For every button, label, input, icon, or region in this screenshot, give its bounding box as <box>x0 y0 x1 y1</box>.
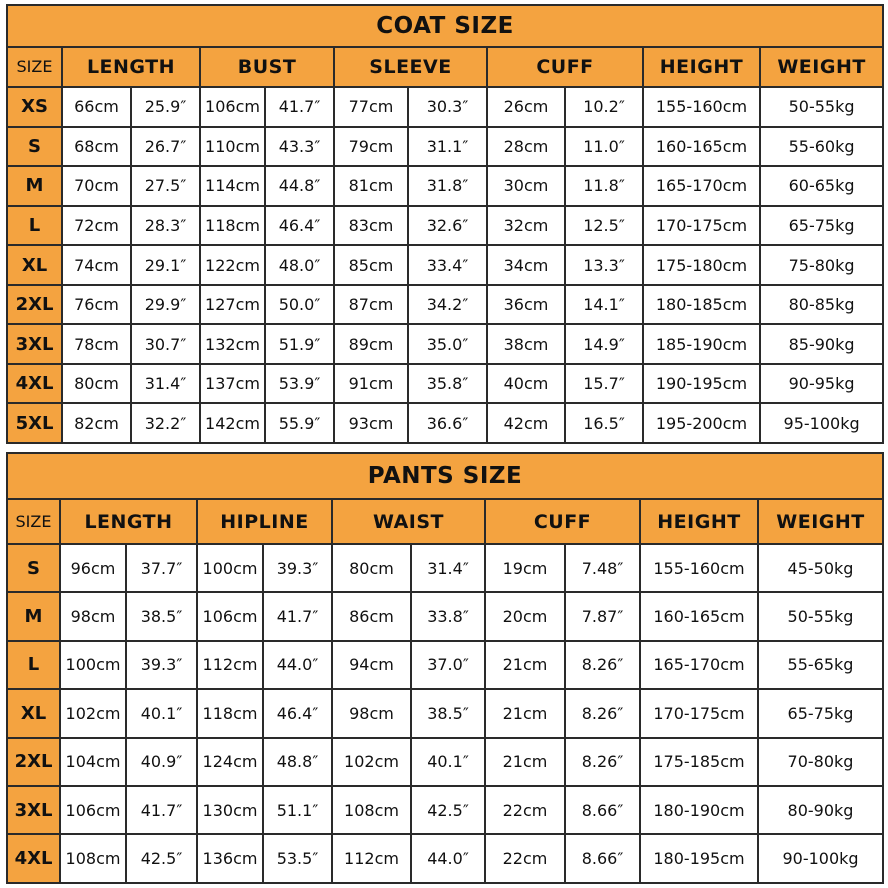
pants-table-cell: 21cm <box>485 738 565 786</box>
coat-size-row <box>7 285 883 325</box>
pants-table-cell: 80cm <box>332 544 411 592</box>
pants-table-cell: 80-90kg <box>758 786 883 834</box>
pants-size-label: 2XL <box>7 738 60 786</box>
coat-size-row <box>7 324 883 364</box>
pants-table-cell: 8.66″ <box>565 786 640 834</box>
pants-table-cell: 33.8″ <box>411 592 485 640</box>
pants-table-cell: 45-50kg <box>758 544 883 592</box>
coat-table-cell: 13.3″ <box>565 245 643 285</box>
coat-header-row <box>7 47 883 88</box>
pants-table-cell: 7.87″ <box>565 592 640 640</box>
coat-size-label: XL <box>7 245 62 285</box>
coat-header-weight: WEIGHT <box>760 47 883 88</box>
coat-size-row <box>7 166 883 206</box>
coat-table-cell: 11.0″ <box>565 127 643 167</box>
coat-table-cell: 89cm <box>334 324 408 364</box>
coat-header-sleeve: SLEEVE <box>334 47 487 88</box>
coat-table-cell: 32cm <box>487 206 565 246</box>
coat-size-row <box>7 206 883 246</box>
pants-table-cell: 8.26″ <box>565 641 640 689</box>
pants-table-cell: 90-100kg <box>758 834 883 883</box>
pants-size-row <box>7 592 883 640</box>
coat-header-size: SIZE <box>7 47 62 88</box>
coat-table-cell: 14.1″ <box>565 285 643 325</box>
coat-table-cell: 70cm <box>62 166 131 206</box>
coat-table-cell: 12.5″ <box>565 206 643 246</box>
coat-table-cell: 122cm <box>200 245 265 285</box>
coat-table-cell: 44.8″ <box>265 166 334 206</box>
coat-table-cell: 38cm <box>487 324 565 364</box>
coat-table-cell: 16.5″ <box>565 403 643 443</box>
pants-table-cell: 50-55kg <box>758 592 883 640</box>
coat-table-cell: 170-175cm <box>643 206 760 246</box>
coat-table-cell: 85cm <box>334 245 408 285</box>
coat-size-row <box>7 127 883 167</box>
coat-size-label: M <box>7 166 62 206</box>
coat-table-cell: 32.2″ <box>131 403 200 443</box>
coat-size-label: S <box>7 127 62 167</box>
pants-table-cell: 155-160cm <box>640 544 758 592</box>
coat-table-cell: 35.0″ <box>408 324 487 364</box>
coat-table-cell: 106cm <box>200 87 265 127</box>
coat-table-cell: 50-55kg <box>760 87 883 127</box>
pants-table-cell: 70-80kg <box>758 738 883 786</box>
coat-size-row <box>7 87 883 127</box>
coat-header-length: LENGTH <box>62 47 200 88</box>
coat-table-cell: 142cm <box>200 403 265 443</box>
coat-header-cuff: CUFF <box>487 47 643 88</box>
pants-table-cell: 170-175cm <box>640 689 758 737</box>
coat-table-cell: 31.4″ <box>131 364 200 404</box>
coat-table-cell: 36.6″ <box>408 403 487 443</box>
pants-table-cell: 94cm <box>332 641 411 689</box>
pants-table-cell: 65-75kg <box>758 689 883 737</box>
pants-table-cell: 98cm <box>60 592 126 640</box>
coat-table-cell: 31.1″ <box>408 127 487 167</box>
coat-table-cell: 31.8″ <box>408 166 487 206</box>
coat-size-row <box>7 403 883 443</box>
pants-size-row <box>7 834 883 883</box>
coat-table-cell: 14.9″ <box>565 324 643 364</box>
coat-table-cell: 79cm <box>334 127 408 167</box>
coat-table-cell: 80-85kg <box>760 285 883 325</box>
pants-table-cell: 100cm <box>197 544 263 592</box>
coat-table-cell: 160-165cm <box>643 127 760 167</box>
coat-table-cell: 81cm <box>334 166 408 206</box>
coat-table-cell: 95-100kg <box>760 403 883 443</box>
coat-table-cell: 32.6″ <box>408 206 487 246</box>
coat-table-cell: 35.8″ <box>408 364 487 404</box>
coat-size-row <box>7 245 883 285</box>
coat-table-cell: 74cm <box>62 245 131 285</box>
coat-table-cell: 114cm <box>200 166 265 206</box>
coat-table-cell: 165-170cm <box>643 166 760 206</box>
pants-table-cell: 180-190cm <box>640 786 758 834</box>
pants-size-table <box>6 452 884 884</box>
pants-table-cell: 39.3″ <box>126 641 197 689</box>
pants-table-cell: 40.1″ <box>411 738 485 786</box>
pants-table-cell: 46.4″ <box>263 689 332 737</box>
pants-header-waist: WAIST <box>332 499 485 543</box>
pants-table-cell: 41.7″ <box>126 786 197 834</box>
coat-size-label: XS <box>7 87 62 127</box>
pants-size-row <box>7 641 883 689</box>
pants-size-label: 3XL <box>7 786 60 834</box>
pants-table-cell: 42.5″ <box>411 786 485 834</box>
coat-size-label: 3XL <box>7 324 62 364</box>
coat-header-bust: BUST <box>200 47 334 88</box>
pants-header-weight: WEIGHT <box>758 499 883 543</box>
pants-table-cell: 48.8″ <box>263 738 332 786</box>
coat-header-height: HEIGHT <box>643 47 760 88</box>
pants-size-row <box>7 544 883 592</box>
pants-table-cell: 136cm <box>197 834 263 883</box>
coat-table-cell: 80cm <box>62 364 131 404</box>
coat-table-cell: 11.8″ <box>565 166 643 206</box>
pants-size-label: L <box>7 641 60 689</box>
coat-table-cell: 195-200cm <box>643 403 760 443</box>
coat-table-cell: 28cm <box>487 127 565 167</box>
pants-table-cell: 21cm <box>485 641 565 689</box>
pants-table-cell: 44.0″ <box>411 834 485 883</box>
coat-table-cell: 185-190cm <box>643 324 760 364</box>
coat-table-cell: 43.3″ <box>265 127 334 167</box>
pants-table-cell: 40.1″ <box>126 689 197 737</box>
pants-table-cell: 40.9″ <box>126 738 197 786</box>
pants-table-cell: 118cm <box>197 689 263 737</box>
coat-table-cell: 155-160cm <box>643 87 760 127</box>
coat-table-cell: 72cm <box>62 206 131 246</box>
coat-table-cell: 68cm <box>62 127 131 167</box>
pants-table-cell: 51.1″ <box>263 786 332 834</box>
pants-table-cell: 19cm <box>485 544 565 592</box>
coat-table-cell: 46.4″ <box>265 206 334 246</box>
coat-table-cell: 29.1″ <box>131 245 200 285</box>
pants-table-cell: 104cm <box>60 738 126 786</box>
coat-table-cell: 40cm <box>487 364 565 404</box>
coat-table-cell: 175-180cm <box>643 245 760 285</box>
pants-table-cell: 38.5″ <box>126 592 197 640</box>
coat-table-cell: 87cm <box>334 285 408 325</box>
coat-table-cell: 137cm <box>200 364 265 404</box>
coat-table-cell: 76cm <box>62 285 131 325</box>
coat-table-cell: 34.2″ <box>408 285 487 325</box>
coat-table-cell: 55-60kg <box>760 127 883 167</box>
coat-table-cell: 48.0″ <box>265 245 334 285</box>
pants-table-cell: 102cm <box>60 689 126 737</box>
pants-header-height: HEIGHT <box>640 499 758 543</box>
coat-table-cell: 60-65kg <box>760 166 883 206</box>
pants-header-size: SIZE <box>7 499 60 543</box>
pants-table-cell: 180-195cm <box>640 834 758 883</box>
pants-size-label: XL <box>7 689 60 737</box>
pants-table-cell: 41.7″ <box>263 592 332 640</box>
pants-table-cell: 31.4″ <box>411 544 485 592</box>
pants-table-cell: 106cm <box>197 592 263 640</box>
pants-table-cell: 20cm <box>485 592 565 640</box>
pants-table-cell: 165-170cm <box>640 641 758 689</box>
pants-table-cell: 106cm <box>60 786 126 834</box>
pants-table-cell: 42.5″ <box>126 834 197 883</box>
pants-table-cell: 102cm <box>332 738 411 786</box>
coat-table-cell: 90-95kg <box>760 364 883 404</box>
coat-table-cell: 51.9″ <box>265 324 334 364</box>
pants-size-row <box>7 738 883 786</box>
coat-table-cell: 29.9″ <box>131 285 200 325</box>
coat-table-cell: 30cm <box>487 166 565 206</box>
coat-table-cell: 15.7″ <box>565 364 643 404</box>
pants-table-cell: 53.5″ <box>263 834 332 883</box>
coat-table-cell: 118cm <box>200 206 265 246</box>
pants-table-cell: 86cm <box>332 592 411 640</box>
pants-header-cuff: CUFF <box>485 499 640 543</box>
coat-table-cell: 85-90kg <box>760 324 883 364</box>
pants-size-label: 4XL <box>7 834 60 883</box>
coat-table-cell: 30.7″ <box>131 324 200 364</box>
pants-table-cell: 21cm <box>485 689 565 737</box>
coat-table-cell: 93cm <box>334 403 408 443</box>
pants-table-cell: 39.3″ <box>263 544 332 592</box>
coat-table-cell: 30.3″ <box>408 87 487 127</box>
coat-table-cell: 83cm <box>334 206 408 246</box>
coat-table-cell: 180-185cm <box>643 285 760 325</box>
coat-title-row <box>7 5 883 47</box>
coat-table-title: COAT SIZE <box>7 5 883 47</box>
coat-table-cell: 53.9″ <box>265 364 334 404</box>
pants-size-label: S <box>7 544 60 592</box>
coat-table-cell: 10.2″ <box>565 87 643 127</box>
coat-table-cell: 65-75kg <box>760 206 883 246</box>
pants-table-cell: 96cm <box>60 544 126 592</box>
coat-table-cell: 91cm <box>334 364 408 404</box>
pants-table-cell: 100cm <box>60 641 126 689</box>
coat-table-cell: 50.0″ <box>265 285 334 325</box>
coat-table-cell: 55.9″ <box>265 403 334 443</box>
pants-table-cell: 108cm <box>332 786 411 834</box>
coat-table-cell: 82cm <box>62 403 131 443</box>
pants-table-cell: 55-65kg <box>758 641 883 689</box>
pants-table-cell: 22cm <box>485 786 565 834</box>
coat-table-cell: 26.7″ <box>131 127 200 167</box>
coat-table-cell: 66cm <box>62 87 131 127</box>
coat-size-row <box>7 364 883 404</box>
pants-table-cell: 8.26″ <box>565 689 640 737</box>
coat-table-cell: 36cm <box>487 285 565 325</box>
coat-table-cell: 78cm <box>62 324 131 364</box>
coat-table-cell: 132cm <box>200 324 265 364</box>
pants-header-hipline: HIPLINE <box>197 499 332 543</box>
pants-table-cell: 108cm <box>60 834 126 883</box>
pants-title-row <box>7 453 883 499</box>
coat-table-cell: 25.9″ <box>131 87 200 127</box>
coat-table-cell: 34cm <box>487 245 565 285</box>
pants-table-cell: 22cm <box>485 834 565 883</box>
pants-table-cell: 38.5″ <box>411 689 485 737</box>
coat-table-cell: 110cm <box>200 127 265 167</box>
coat-table-body <box>7 5 883 443</box>
coat-table-cell: 33.4″ <box>408 245 487 285</box>
coat-table-cell: 41.7″ <box>265 87 334 127</box>
pants-table-cell: 8.26″ <box>565 738 640 786</box>
coat-size-label: L <box>7 206 62 246</box>
coat-table-cell: 75-80kg <box>760 245 883 285</box>
coat-size-table <box>6 4 884 444</box>
pants-table-cell: 7.48″ <box>565 544 640 592</box>
pants-size-row <box>7 786 883 834</box>
pants-table-cell: 8.66″ <box>565 834 640 883</box>
pants-header-row <box>7 499 883 543</box>
coat-size-label: 2XL <box>7 285 62 325</box>
pants-table-title: PANTS SIZE <box>7 453 883 499</box>
pants-table-cell: 124cm <box>197 738 263 786</box>
pants-table-cell: 112cm <box>197 641 263 689</box>
pants-table-cell: 37.7″ <box>126 544 197 592</box>
coat-table-cell: 127cm <box>200 285 265 325</box>
coat-table-cell: 77cm <box>334 87 408 127</box>
pants-table-cell: 37.0″ <box>411 641 485 689</box>
coat-table-cell: 42cm <box>487 403 565 443</box>
pants-size-row <box>7 689 883 737</box>
coat-table-cell: 28.3″ <box>131 206 200 246</box>
pants-table-cell: 44.0″ <box>263 641 332 689</box>
pants-table-cell: 130cm <box>197 786 263 834</box>
pants-header-length: LENGTH <box>60 499 197 543</box>
pants-table-cell: 98cm <box>332 689 411 737</box>
pants-table-cell: 175-185cm <box>640 738 758 786</box>
coat-table-cell: 190-195cm <box>643 364 760 404</box>
coat-table-cell: 27.5″ <box>131 166 200 206</box>
coat-size-label: 4XL <box>7 364 62 404</box>
pants-table-cell: 160-165cm <box>640 592 758 640</box>
pants-table-cell: 112cm <box>332 834 411 883</box>
pants-table-body <box>7 453 883 883</box>
coat-size-label: 5XL <box>7 403 62 443</box>
pants-size-label: M <box>7 592 60 640</box>
coat-table-cell: 26cm <box>487 87 565 127</box>
